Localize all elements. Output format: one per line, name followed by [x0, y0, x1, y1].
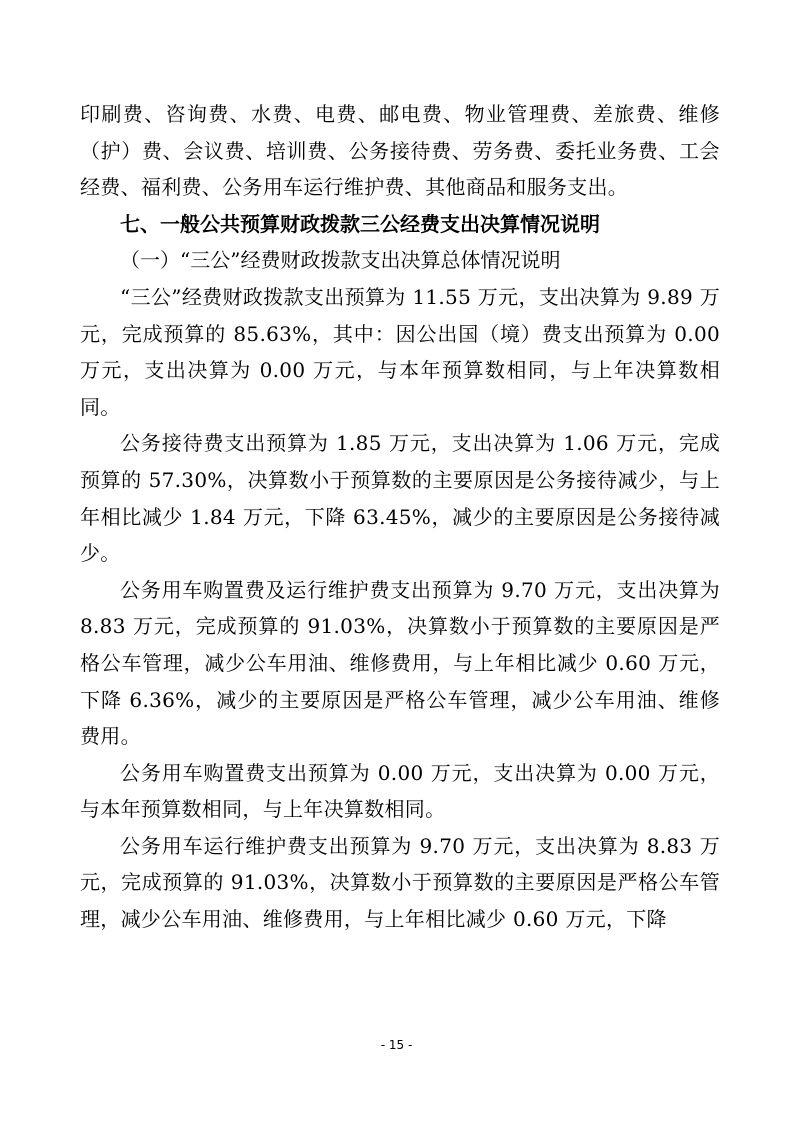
- page-number: - 15 -: [380, 1038, 413, 1052]
- section-heading: 七、一般公共预算财政拨款三公经费支出决算情况说明: [120, 211, 600, 236]
- paragraph-three-public-total: “三公”经费财政拨款支出预算为 11.55 万元，支出决算为 9.89 万元，完成预算的 85.63%，其中：因公出国（境）费支出预算为 0.00 万元，支出决算为 0.00 万元，与本年预算数相同，与上年决算数相同。: [80, 284, 720, 419]
- paragraph-vehicle-operation: 公务用车运行维护费支出预算为 9.70 万元，支出决算为 8.83 万元，完成预算的 91.03%，决算数小于预算数的主要原因是严格公车管理，减少公车用油、维修费用，与上年相比减少 0.60 万元，下降: [80, 833, 720, 932]
- document-body: [80, 96, 720, 938]
- subsection-heading: （一）“三公”经费财政拨款支出决算总体情况说明: [120, 248, 561, 273]
- paragraph-vehicle-purchase: 公务用车购置费支出预算为 0.00 万元，支出决算为 0.00 万元，与本年预算数相同，与上年决算数相同。: [80, 760, 720, 822]
- paragraph-continuation: 印刷费、咨询费、水费、电费、邮电费、物业管理费、差旅费、维修（护）费、会议费、培训费、公务接待费、劳务费、委托业务费、工会经费、福利费、公务用车运行维护费、其他商品和服务支出。: [80, 102, 720, 200]
- paragraph-vehicle-total: 公务用车购置费及运行维护费支出预算为 9.70 万元，支出决算为 8.83 万元，完成预算的 91.03%，决算数小于预算数的主要原因是严格公车管理，减少公车用油、维修费用，与上年相比减少 0.60 万元，下降 6.36%，减少的主要原因是严格公车管理，减少公车用油、维修费用。: [80, 577, 720, 749]
- paragraph-reception: 公务接待费支出预算为 1.85 万元，支出决算为 1.06 万元，完成预算的 57.30%，决算数小于预算数的主要原因是公务接待减少，与上年相比减少 1.84 万元，下降 63.45%，减少的主要原因是公务接待减少。: [80, 431, 720, 566]
